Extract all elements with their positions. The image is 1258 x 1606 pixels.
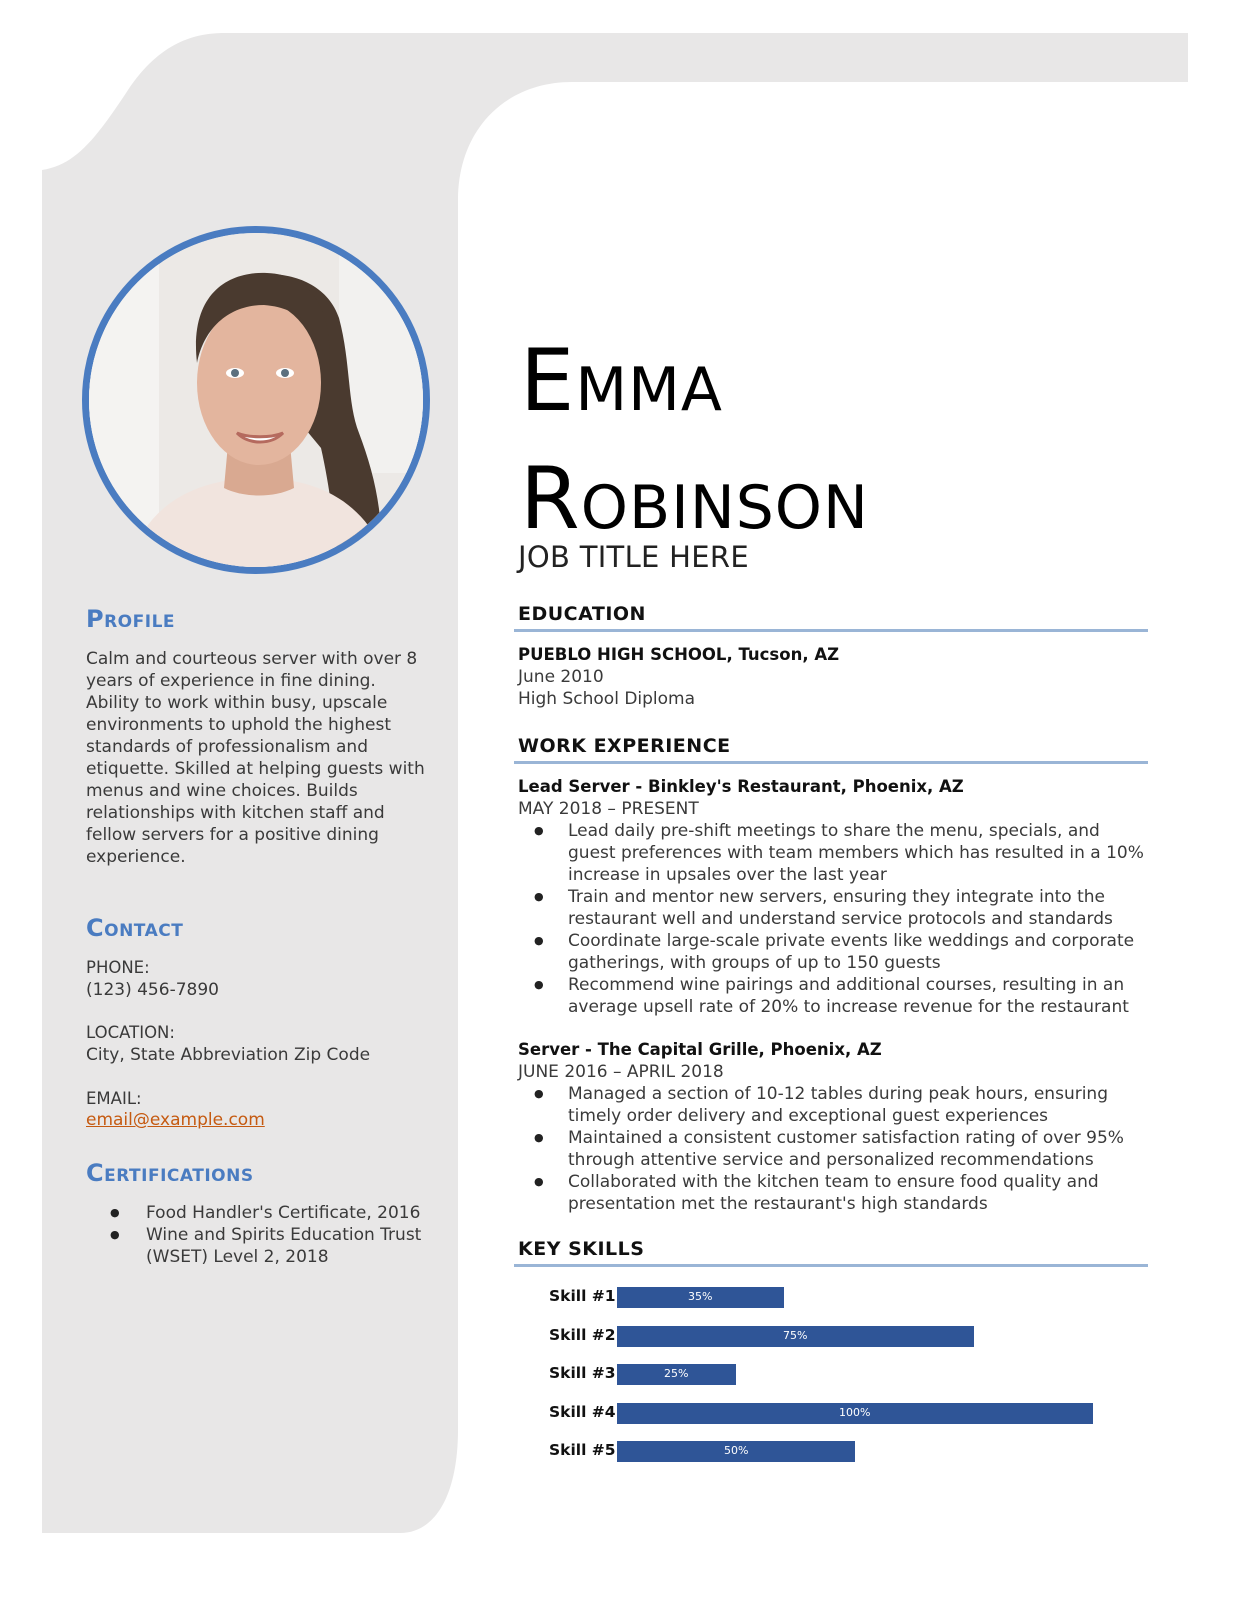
school-name: PUEBLO HIGH SCHOOL, Tucson, AZ xyxy=(518,645,840,664)
skill-row xyxy=(530,1282,1130,1321)
job-dates: JUNE 2016 – APRIL 2018 xyxy=(518,1062,724,1082)
skill-value-label: 50% xyxy=(724,1444,749,1457)
list-item: ● Recommend wine pairings and additional courses, resulting in an average upsell rate of 20% to increase revenue for the restaurant xyxy=(518,974,1148,1018)
skill-track xyxy=(617,1326,1093,1347)
list-item: ● Train and mentor new servers, ensuring they integrate into the restaurant well and understand service protocols and standards xyxy=(518,886,1148,930)
list-item: ● Managed a section of 10-12 tables during peak hours, ensuring timely order delivery and exceptional guest experiences xyxy=(518,1083,1148,1127)
skill-label: Skill #3 xyxy=(549,1364,616,1382)
location-label: LOCATION: xyxy=(86,1023,175,1042)
section-divider xyxy=(514,761,1148,764)
certifications-heading: Certifications xyxy=(86,1159,254,1187)
location-value: City, State Abbreviation Zip Code xyxy=(86,1045,371,1065)
skill-row xyxy=(530,1436,1130,1475)
job-bullets xyxy=(518,820,1148,1018)
skill-value-label: 75% xyxy=(783,1328,808,1342)
last-name: Robinson xyxy=(520,449,869,549)
list-item: ● Collaborated with the kitchen team to ensure food quality and presentation met the restaurant's high standards xyxy=(518,1171,1148,1215)
avatar xyxy=(89,233,423,567)
education-date: June 2010 xyxy=(518,667,604,687)
job-bullets xyxy=(518,1083,1148,1215)
section-divider xyxy=(514,629,1148,632)
name-heading xyxy=(520,322,869,558)
skills-heading: KEY SKILLS xyxy=(518,1238,645,1260)
skill-row xyxy=(530,1321,1130,1360)
contact-heading: Contact xyxy=(86,914,184,942)
list-item: ● Coordinate large-scale private events like weddings and corporate gatherings, with groups of up to 150 guests xyxy=(518,930,1148,974)
phone-label: PHONE: xyxy=(86,958,150,977)
email-link[interactable]: email@example.com xyxy=(86,1110,265,1130)
skill-track xyxy=(617,1287,1093,1308)
job-dates: MAY 2018 – PRESENT xyxy=(518,799,699,819)
degree: High School Diploma xyxy=(518,689,696,709)
list-item: ● Food Handler's Certificate, 2016 xyxy=(86,1202,446,1224)
profile-photo xyxy=(82,226,430,574)
skill-value-label: 35% xyxy=(688,1290,713,1303)
profile-text: Calm and courteous server with over 8 years of experience in fine dining. Ability to work within busy, upscale environments to uphold the highest standards of professionalism and etiquette. Skilled at helping guests with menus and wine choices. Builds relationships with kitchen staff and fellow servers for a positive dining experience. xyxy=(86,649,425,867)
skill-track xyxy=(617,1364,1093,1385)
work-heading: WORK EXPERIENCE xyxy=(518,735,731,757)
phone-value: (123) 456-7890 xyxy=(86,980,219,1000)
certifications-list xyxy=(86,1202,446,1268)
skill-track xyxy=(617,1403,1093,1424)
email-label: EMAIL: xyxy=(86,1089,142,1108)
skill-value-label: 25% xyxy=(664,1367,689,1380)
skill-label: Skill #2 xyxy=(549,1325,616,1344)
skill-label: Skill #5 xyxy=(549,1441,616,1459)
first-name: Emma xyxy=(520,331,723,431)
skill-label: Skill #4 xyxy=(549,1402,616,1421)
section-divider xyxy=(514,1264,1148,1267)
skill-track xyxy=(617,1441,1093,1462)
skill-row xyxy=(530,1398,1130,1437)
job-title-line: Lead Server - Binkley's Restaurant, Phoenix, AZ xyxy=(518,777,964,796)
list-item: ● Maintained a consistent customer satisfaction rating of over 95% through attentive service and personalized recommendations xyxy=(518,1127,1148,1171)
skills-chart xyxy=(530,1282,1130,1475)
profile-heading: Profile xyxy=(86,605,176,633)
education-heading: EDUCATION xyxy=(518,603,646,625)
list-item: ● Wine and Spirits Education Trust (WSET) Level 2, 2018 xyxy=(86,1224,446,1268)
list-item: ● Lead daily pre-shift meetings to share the menu, specials, and guest preferences with team members which has resulted in a 10% increase in upsales over the last year xyxy=(518,820,1148,886)
skill-label: Skill #1 xyxy=(549,1287,616,1305)
job-title-line: Server - The Capital Grille, Phoenix, AZ xyxy=(518,1040,882,1059)
job-title: JOB TITLE HERE xyxy=(518,540,749,574)
skill-row xyxy=(530,1359,1130,1398)
skill-value-label: 100% xyxy=(839,1405,871,1419)
